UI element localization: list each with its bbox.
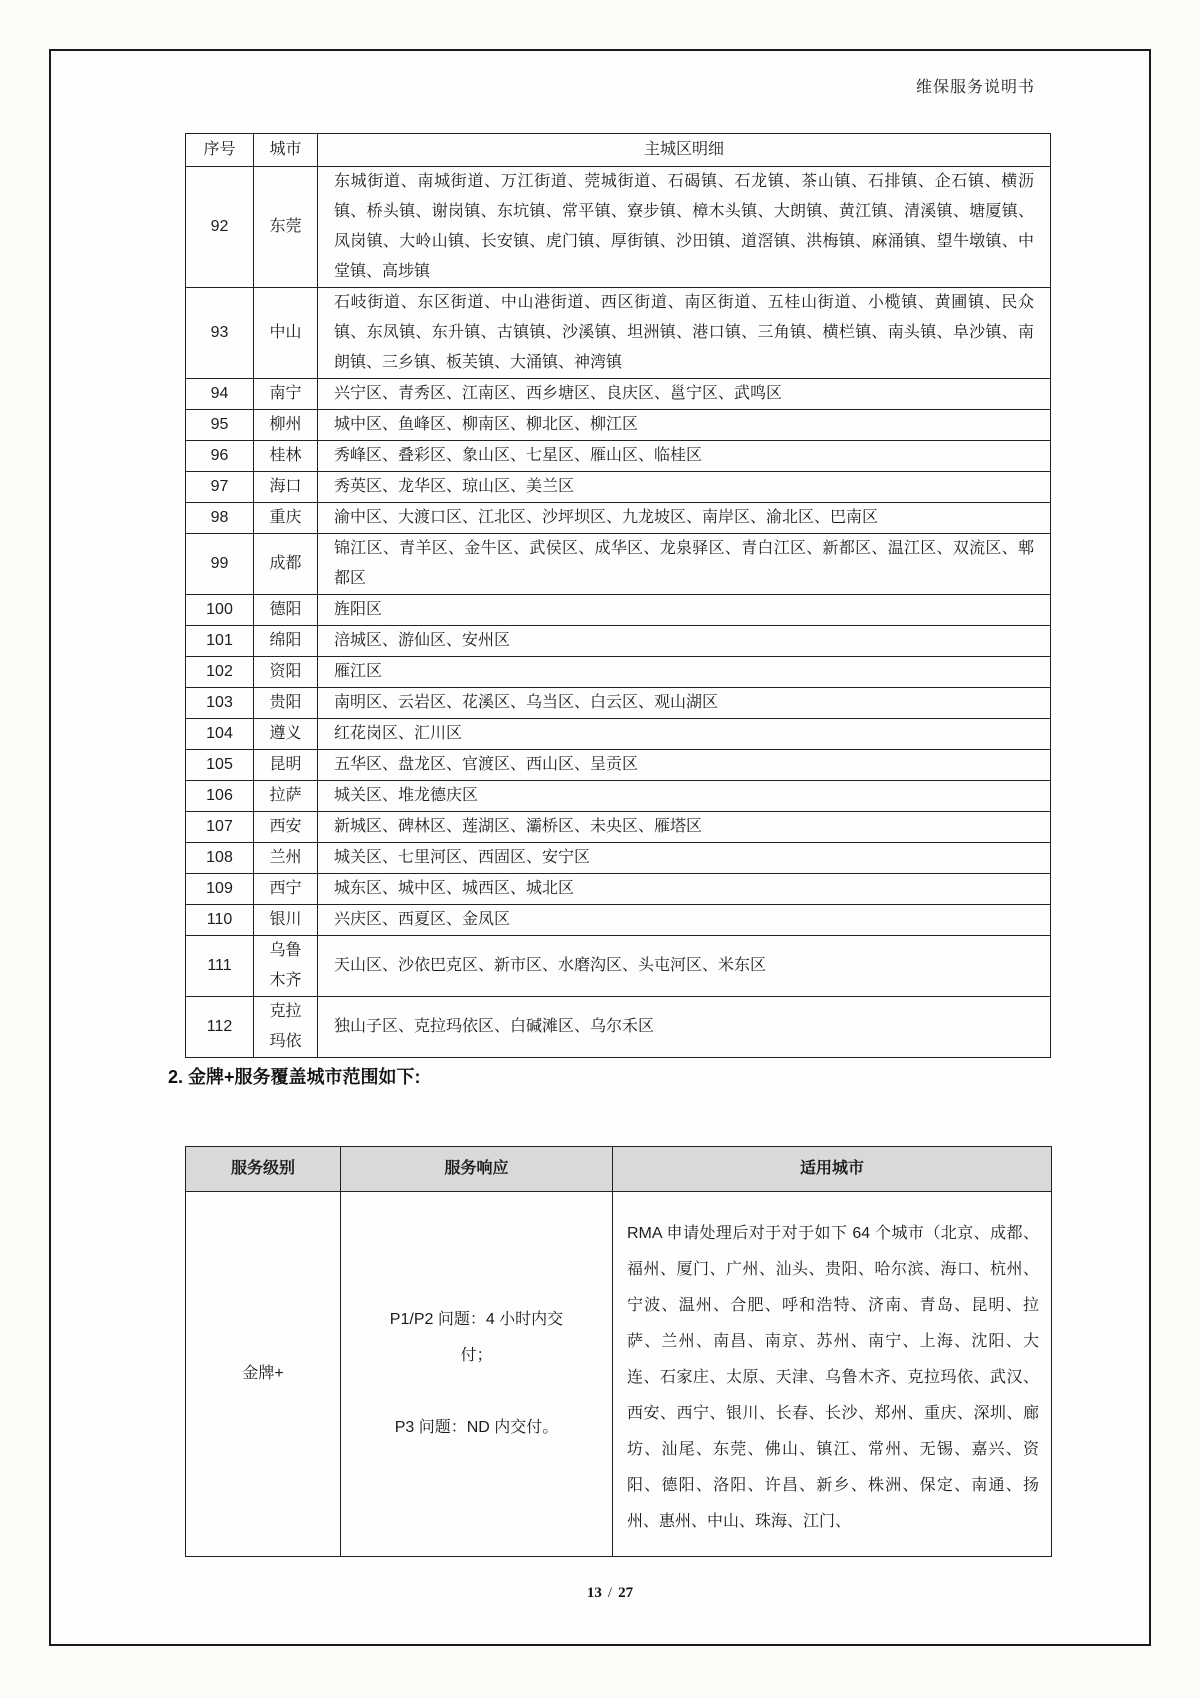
table-row: [186, 410, 1051, 441]
column-header-seq: 序号: [186, 134, 254, 167]
districts-cell: 天山区、沙依巴克区、新市区、水磨沟区、头屯河区、米东区: [318, 936, 1051, 997]
districts-cell: 新城区、碑林区、莲湖区、灞桥区、未央区、雁塔区: [318, 812, 1051, 843]
districts-cell: 城关区、堆龙德庆区: [318, 781, 1051, 812]
seq-cell: 101: [186, 626, 254, 657]
seq-cell: 92: [186, 167, 254, 288]
seq-cell: 104: [186, 719, 254, 750]
city-table-header: [186, 134, 1051, 167]
city-table-header-row: [186, 134, 1051, 167]
table-row: [186, 626, 1051, 657]
city-cell: 西宁: [254, 874, 318, 905]
seq-cell: 109: [186, 874, 254, 905]
districts-cell: 南明区、云岩区、花溪区、乌当区、白云区、观山湖区: [318, 688, 1051, 719]
table-row: [186, 503, 1051, 534]
seq-cell: 102: [186, 657, 254, 688]
applicable-cities-text: RMA 申请处理后对于对于如下 64 个城市（北京、成都、福州、厦门、广州、汕头、贵阳、哈尔滨、海口、杭州、宁波、温州、合肥、呼和浩特、济南、青岛、昆明、拉萨、兰州、南昌、南京、苏州、南宁、上海、沈阳、大连、石家庄、太原、天津、乌鲁木齐、克拉玛依、武汉、西安、西宁、银川、长春、长沙、郑州、重庆、深圳、廊坊、汕尾、东莞、佛山、镇江、常州、无锡、嘉兴、资阳、德阳、洛阳、许昌、新乡、株洲、保定、南通、扬州、惠州、中山、珠海、江门、: [627, 1225, 1039, 1530]
table-row: [186, 781, 1051, 812]
districts-cell: 城中区、鱼峰区、柳南区、柳北区、柳江区: [318, 410, 1051, 441]
districts-cell: 城东区、城中区、城西区、城北区: [318, 874, 1051, 905]
column-header-city: 城市: [254, 134, 318, 167]
city-coverage-table: [185, 133, 1051, 1058]
seq-cell: 100: [186, 595, 254, 626]
city-cell: 德阳: [254, 595, 318, 626]
column-header-service-response: 服务响应: [341, 1147, 613, 1192]
table-row: [186, 936, 1051, 997]
city-cell: 东莞: [254, 167, 318, 288]
city-cell: 资阳: [254, 657, 318, 688]
column-header-service-level: 服务级别: [186, 1147, 341, 1192]
document-header-title: 维保服务说明书: [915, 79, 1035, 96]
city-cell: 绵阳: [254, 626, 318, 657]
service-table-header-row: [186, 1147, 1052, 1192]
districts-cell: 雁江区: [318, 657, 1051, 688]
table-row: [186, 379, 1051, 410]
table-row: [186, 288, 1051, 379]
city-table-body: [186, 167, 1051, 1058]
city-cell: 桂林: [254, 441, 318, 472]
districts-cell: 石岐街道、东区街道、中山港街道、西区街道、南区街道、五桂山街道、小榄镇、黄圃镇、民众镇、东凤镇、东升镇、古镇镇、沙溪镇、坦洲镇、港口镇、三角镇、横栏镇、南头镇、阜沙镇、南朗镇、三乡镇、板芙镇、大涌镇、神湾镇: [318, 288, 1051, 379]
city-cell: 西安: [254, 812, 318, 843]
districts-cell: 兴庆区、西夏区、金凤区: [318, 905, 1051, 936]
table-row: [186, 997, 1051, 1058]
table-row: [186, 657, 1051, 688]
table-row: [186, 167, 1051, 288]
service-table-row: [186, 1192, 1052, 1557]
districts-cell: 渝中区、大渡口区、江北区、沙坪坝区、九龙坡区、南岸区、渝北区、巴南区: [318, 503, 1051, 534]
seq-cell: 96: [186, 441, 254, 472]
table-row: [186, 905, 1051, 936]
table-row: [186, 595, 1051, 626]
districts-cell: 五华区、盘龙区、官渡区、西山区、呈贡区: [318, 750, 1051, 781]
table-row: [186, 719, 1051, 750]
seq-cell: 94: [186, 379, 254, 410]
seq-cell: 103: [186, 688, 254, 719]
seq-cell: 107: [186, 812, 254, 843]
service-level-table: [185, 1146, 1052, 1557]
table-row: [186, 472, 1051, 503]
service-response-cell: [341, 1192, 613, 1557]
city-cell: 兰州: [254, 843, 318, 874]
districts-cell: 涪城区、游仙区、安州区: [318, 626, 1051, 657]
seq-cell: 111: [186, 936, 254, 997]
seq-cell: 110: [186, 905, 254, 936]
city-cell: 克拉玛依: [254, 997, 318, 1058]
city-cell: 拉萨: [254, 781, 318, 812]
seq-cell: 93: [186, 288, 254, 379]
column-header-districts: 主城区明细: [318, 134, 1051, 167]
page-total: 27: [618, 1585, 634, 1601]
districts-cell: 旌阳区: [318, 595, 1051, 626]
seq-cell: 105: [186, 750, 254, 781]
districts-cell: 秀峰区、叠彩区、象山区、七星区、雁山区、临桂区: [318, 441, 1051, 472]
city-cell: 昆明: [254, 750, 318, 781]
column-header-applicable-cities: 适用城市: [613, 1147, 1052, 1192]
city-cell: 成都: [254, 534, 318, 595]
city-cell: 中山: [254, 288, 318, 379]
section-heading: 2. 金牌+服务覆盖城市范围如下:: [168, 1067, 421, 1087]
table-row: [186, 750, 1051, 781]
page-number: 13: [586, 1585, 602, 1601]
city-cell: 海口: [254, 472, 318, 503]
table-row: [186, 441, 1051, 472]
seq-cell: 106: [186, 781, 254, 812]
page-footer: [185, 1585, 1035, 1602]
city-cell: 遵义: [254, 719, 318, 750]
districts-cell: 锦江区、青羊区、金牛区、武侯区、成华区、龙泉驿区、青白江区、新都区、温江区、双流区、郫都区: [318, 534, 1051, 595]
city-cell: 乌鲁木齐: [254, 936, 318, 997]
table-row: [186, 843, 1051, 874]
city-cell: 南宁: [254, 379, 318, 410]
districts-cell: 秀英区、龙华区、琼山区、美兰区: [318, 472, 1051, 503]
table-row: [186, 812, 1051, 843]
districts-cell: 东城街道、南城街道、万江街道、莞城街道、石碣镇、石龙镇、茶山镇、石排镇、企石镇、横沥镇、桥头镇、谢岗镇、东坑镇、常平镇、寮步镇、樟木头镇、大朗镇、黄江镇、清溪镇、塘厦镇、凤岗镇、大岭山镇、长安镇、虎门镇、厚街镇、沙田镇、道滘镇、洪梅镇、麻涌镇、望牛墩镇、中堂镇、高埗镇: [318, 167, 1051, 288]
city-cell: 柳州: [254, 410, 318, 441]
service-table-body: [186, 1192, 1052, 1557]
response-line-2: P3 问题：ND 内交付。: [394, 1419, 559, 1436]
districts-cell: 兴宁区、青秀区、江南区、西乡塘区、良庆区、邕宁区、武鸣区: [318, 379, 1051, 410]
seq-cell: 108: [186, 843, 254, 874]
service-level-cell: 金牌+: [186, 1192, 341, 1557]
city-cell: 重庆: [254, 503, 318, 534]
table-row: [186, 688, 1051, 719]
city-cell: 贵阳: [254, 688, 318, 719]
city-cell: 银川: [254, 905, 318, 936]
applicable-cities-cell: [613, 1192, 1052, 1557]
seq-cell: 112: [186, 997, 254, 1058]
districts-cell: 红花岗区、汇川区: [318, 719, 1051, 750]
districts-cell: 独山子区、克拉玛依区、白碱滩区、乌尔禾区: [318, 997, 1051, 1058]
service-table-header: [186, 1147, 1052, 1192]
page-number-separator: /: [607, 1585, 613, 1601]
seq-cell: 98: [186, 503, 254, 534]
table-row: [186, 534, 1051, 595]
seq-cell: 95: [186, 410, 254, 441]
response-line-1: P1/P2 问题：4 小时内交付；: [389, 1311, 564, 1364]
districts-cell: 城关区、七里河区、西固区、安宁区: [318, 843, 1051, 874]
seq-cell: 97: [186, 472, 254, 503]
seq-cell: 99: [186, 534, 254, 595]
table-row: [186, 874, 1051, 905]
